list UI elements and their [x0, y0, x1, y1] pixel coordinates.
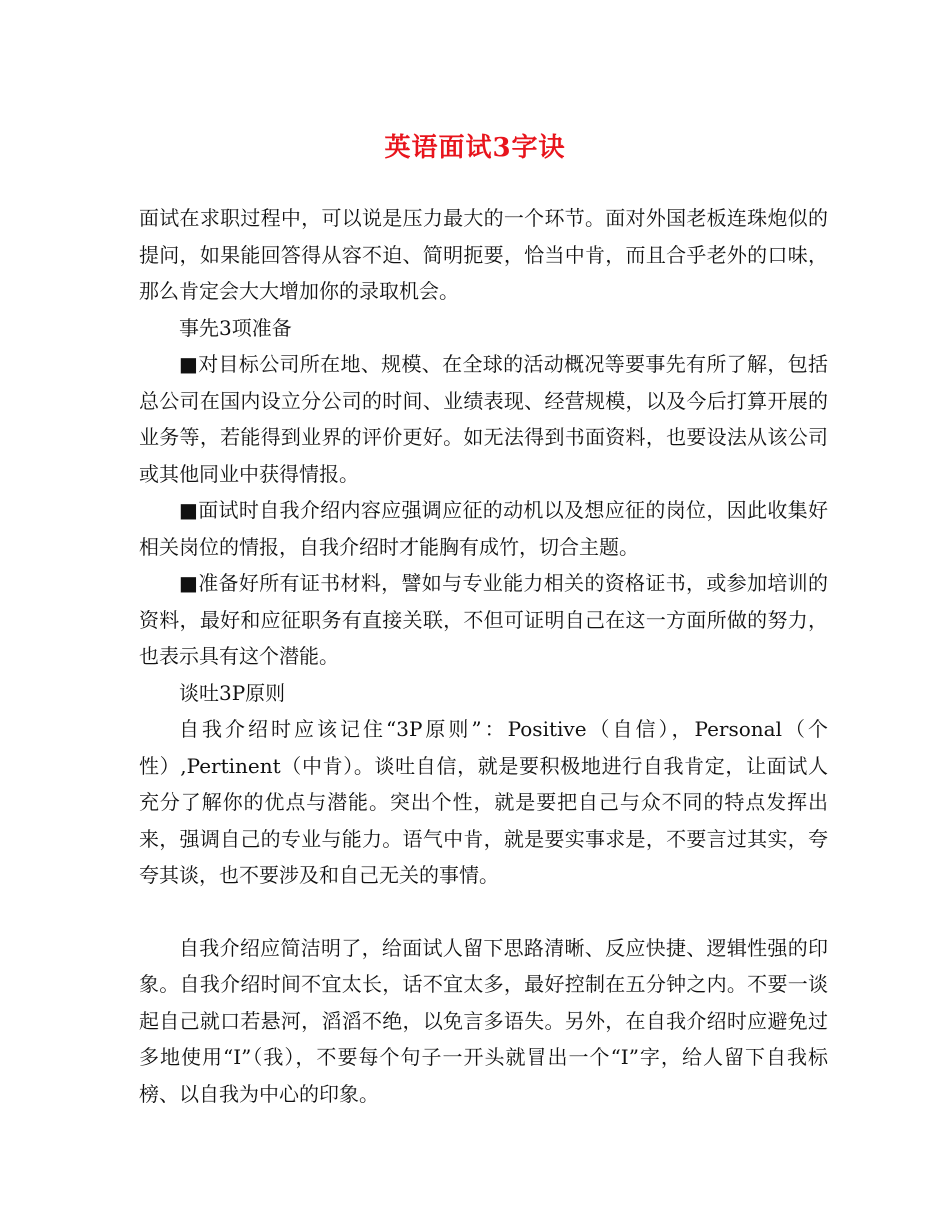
bullet-paragraph: ■对目标公司所在地、规模、在全球的活动概况等要事先有所了解，包括总公司在国内设立分公司的时间、业绩表现、经营规模，以及今后打算开展的业务等，若能得到业界的评价更好。如无法得到书面资料，也要设法从该公司或其他同业中获得情报。: [139, 352, 828, 486]
intro-paragraph: 面试在求职过程中，可以说是压力最大的一个环节。面对外国老板连珠炮似的提问，如果能回答得从容不迫、简明扼要，恰当中肯，而且合乎老外的口味，那么肯定会大大增加你的录取机会。: [139, 206, 828, 303]
document-body: [139, 200, 828, 1112]
section-heading-preparation: 事先3项准备: [179, 315, 292, 340]
section-heading-3p: 谈吐3P原则: [179, 680, 286, 705]
self-intro-paragraph: 自我介绍应简洁明了，给面试人留下思路清晰、反应快捷、逻辑性强的印象。自我介绍时间不宜太长，话不宜太多，最好控制在五分钟之内。不要一谈起自己就口若悬河，滔滔不绝，以免言多语失。另外，在自我介绍时应避免过多地使用“I”（我），不要每个句子一开头就冒出一个“I”字，给人留下自我标榜、以自我为中心的印象。: [139, 935, 828, 1106]
document-title: 英语面试3字诀: [384, 133, 566, 163]
bullet-paragraph: ■准备好所有证书材料，譬如与专业能力相关的资格证书，或参加培训的资料，最好和应征职务有直接关联，不但可证明自己在这一方面所做的努力，也表示具有这个潜能。: [139, 571, 828, 668]
bullet-paragraph: ■面试时自我介绍内容应强调应征的动机以及想应征的岗位，因此收集好相关岗位的情报，自我介绍时才能胸有成竹，切合主题。: [139, 498, 828, 559]
principle-paragraph: 自我介绍时应该记住“3P原则”：Positive（自信），Personal（个性）,Pertinent（中肯）。谈吐自信，就是要积极地进行自我肯定，让面试人充分了解你的优点与潜能。突出个性，就是要把自己与众不同的特点发挥出来，强调自己的专业与能力。语气中肯，就是要实事求是，不要言过其实，夸夸其谈，也不要涉及和自己无关的事情。: [139, 717, 828, 887]
